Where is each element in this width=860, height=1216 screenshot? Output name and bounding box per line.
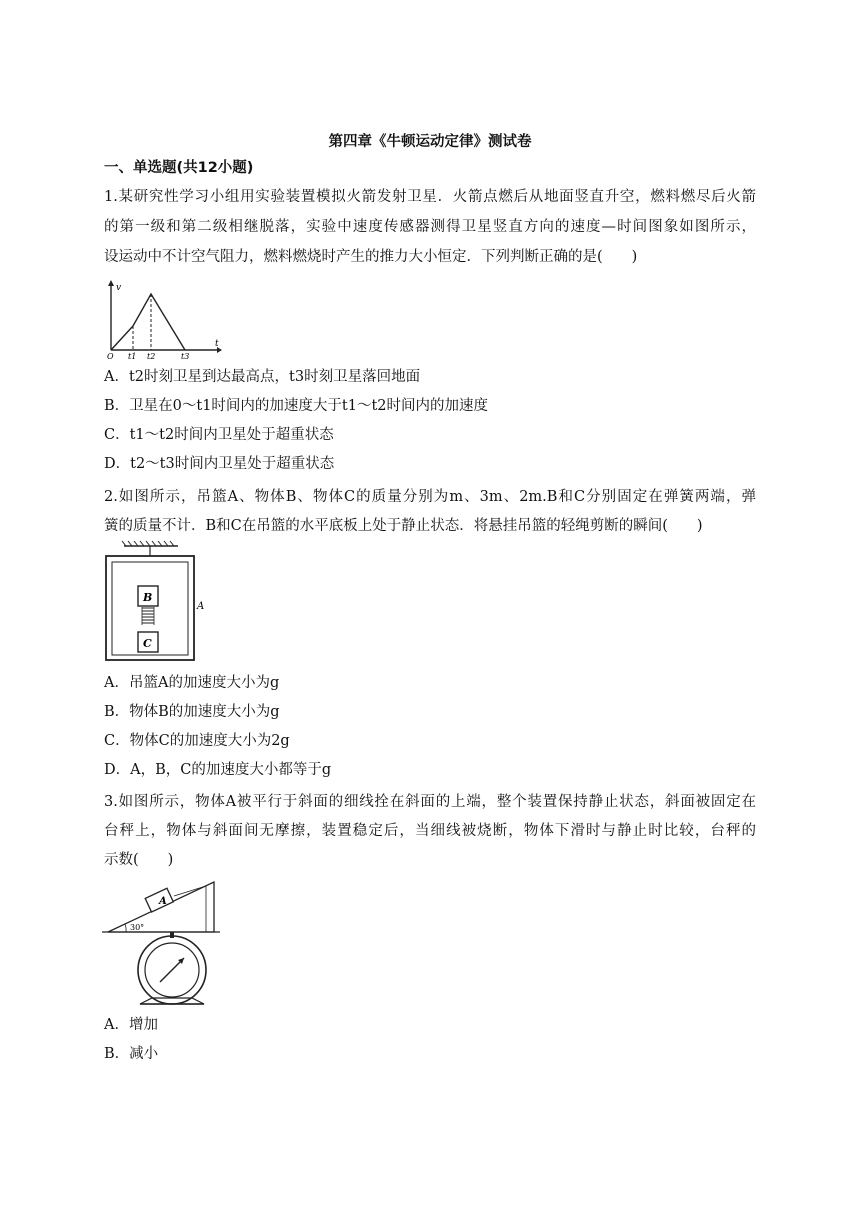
q1-option-a: A．t2时刻卫星到达最高点，t3时刻卫星落回地面: [104, 369, 421, 385]
q3-option-b: B．减小: [104, 1046, 159, 1062]
q3-stem-line-2: 台秤上，物体与斜面间无摩擦，装置稳定后，当细线被烧断，物体下滑时与静止时比较，台秤的: [104, 823, 756, 839]
graph-origin-label: O: [107, 352, 114, 360]
graph-t-label: t: [215, 339, 219, 349]
q2-stem-line-2: 簧的质量不计．B和C在吊篮的水平底板上处于静止状态．将悬挂吊篮的轻绳剪断的瞬间( ): [104, 518, 703, 534]
q3-stem-line-3: 示数( ): [104, 852, 174, 868]
q1-option-c: C．t1～t2时间内卫星处于超重状态: [104, 427, 334, 443]
section-heading: 一、单选题(共12小题): [104, 160, 254, 176]
q2-option-d: D．A，B，C的加速度大小都等于g: [104, 762, 332, 778]
block-b-label: B: [143, 591, 153, 604]
q2-option-c: C．物体C的加速度大小为2g: [104, 733, 290, 749]
block-c-label: C: [143, 637, 152, 650]
graph-t1-label: t1: [128, 352, 137, 360]
graph-t3-label: t3: [181, 352, 190, 360]
q3-option-a: A．增加: [104, 1017, 158, 1033]
incline-angle-label: 30°: [130, 923, 145, 932]
incline-scale-figure: [102, 874, 222, 1008]
graph-t2-label: t2: [147, 352, 156, 360]
basket-a-label: A: [197, 601, 205, 612]
q2-option-b: B．物体B的加速度大小为g: [104, 704, 280, 720]
q1-option-d: D．t2～t3时间内卫星处于超重状态: [104, 456, 335, 472]
hanging-basket-figure: [100, 540, 210, 664]
q1-option-b: B．卫星在0～t1时间内的加速度大于t1～t2时间内的加速度: [104, 398, 489, 414]
q1-stem-line-2: 的第一级和第二级相继脱落，实验中速度传感器测得卫星竖直方向的速度—时间图象如图所示，: [104, 219, 756, 235]
q2-stem-line-1: 2.如图所示，吊篮A、物体B、物体C的质量分别为m、3m、2m.B和C分别固定在弹簧两端，弹: [104, 489, 756, 505]
q2-option-a: A．吊篮A的加速度大小为g: [104, 675, 280, 691]
incline-block-a-label: A: [159, 896, 167, 907]
q1-stem-line-1: 1.某研究性学习小组用实验装置模拟火箭发射卫星．火箭点燃后从地面竖直升空，燃料燃尽后火箭: [104, 189, 756, 205]
velocity-time-graph: [103, 280, 223, 360]
page-title: 第四章《牛顿运动定律》测试卷: [328, 134, 532, 150]
q1-stem-line-3: 设运动中不计空气阻力，燃料燃烧时产生的推力大小恒定．下列判断正确的是( ): [104, 249, 638, 265]
q3-stem-line-1: 3.如图所示，物体A被平行于斜面的细线拴在斜面的上端，整个装置保持静止状态，斜面被固定在: [104, 794, 756, 810]
graph-v-label: v: [116, 283, 122, 293]
